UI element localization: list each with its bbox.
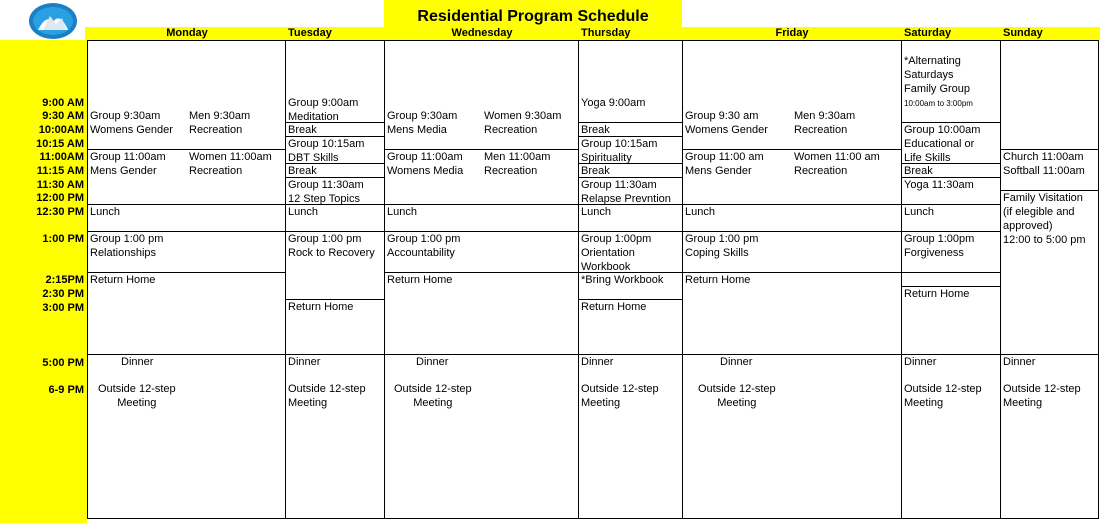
time-label: 6-9 PM bbox=[48, 384, 84, 396]
day-friday: Friday bbox=[775, 27, 809, 39]
tuesday-lunch: Lunch bbox=[288, 206, 318, 218]
grid-line bbox=[578, 40, 579, 519]
wednesday-men-recreation: Men 11:00am Recreation bbox=[484, 151, 551, 177]
thursday-lunch: Lunch bbox=[581, 206, 611, 218]
day-monday: Monday bbox=[166, 27, 208, 39]
grid-line bbox=[1000, 40, 1001, 519]
monday-group-relationships: Group 1:00 pm Relationships bbox=[90, 233, 164, 259]
logo bbox=[28, 2, 78, 40]
monday-women-recreation: Women 11:00am Recreation bbox=[189, 151, 272, 177]
time-label: 9:00 AM bbox=[42, 97, 84, 109]
saturday-group-forgiveness: Group 1:00pm Forgiveness bbox=[904, 233, 975, 259]
friday-women-recreation: Women 11:00 am Recreation bbox=[794, 151, 880, 177]
time-label: 12:00 PM bbox=[36, 192, 84, 204]
day-tuesday: Tuesday bbox=[288, 27, 332, 39]
saturday-break: Break bbox=[904, 165, 933, 177]
wednesday-women-recreation: Women 9:30am Recreation bbox=[484, 110, 562, 136]
saturday-lunch: Lunch bbox=[904, 206, 934, 218]
thursday-break: Break bbox=[581, 165, 610, 177]
grid-line bbox=[87, 354, 285, 355]
friday-lunch: Lunch bbox=[685, 206, 715, 218]
time-label: 2:15PM bbox=[45, 274, 84, 286]
grid-line bbox=[384, 354, 578, 355]
day-saturday: Saturday bbox=[904, 27, 952, 39]
thursday-break: Break bbox=[581, 124, 610, 136]
logo-icon bbox=[28, 2, 78, 40]
thursday-group-relapse-prevention: Group 11:30am Relapse Prevntion bbox=[581, 179, 671, 205]
thursday-return-home: Return Home bbox=[581, 301, 647, 313]
monday-group-mens-gender: Group 11:00am Mens Gender bbox=[90, 151, 166, 177]
grid-line bbox=[901, 272, 1000, 273]
day-wednesday: Wednesday bbox=[451, 27, 513, 39]
monday-outside-meeting: Outside 12-step Meeting bbox=[98, 383, 176, 409]
tuesday-group-12-step: Group 11:30am 12 Step Topics bbox=[288, 179, 364, 205]
time-label: 10:15 AM bbox=[36, 138, 84, 150]
monday-lunch: Lunch bbox=[90, 206, 120, 218]
tuesday-group-rock-to-recovery: Group 1:00 pm Rock to Recovery bbox=[288, 233, 375, 259]
wednesday-outside-meeting: Outside 12-step Meeting bbox=[394, 383, 472, 409]
time-label: 2:30 PM bbox=[42, 288, 84, 300]
grid-line bbox=[682, 354, 901, 355]
grid-line bbox=[901, 40, 902, 519]
monday-dinner: Dinner bbox=[121, 356, 154, 368]
wednesday-group-accountability: Group 1:00 pm Accountability bbox=[387, 233, 461, 259]
thursday-bring-workbook: *Bring Workbook bbox=[581, 274, 664, 286]
day-thursday: Thursday bbox=[581, 27, 631, 39]
tuesday-break: Break bbox=[288, 165, 317, 177]
friday-men-recreation: Men 9:30am Recreation bbox=[794, 110, 856, 136]
wednesday-return-home: Return Home bbox=[387, 274, 453, 286]
monday-group-womens-gender: Group 9:30am Womens Gender bbox=[90, 110, 173, 136]
thursday-dinner: Dinner bbox=[581, 356, 614, 368]
monday-men-recreation: Men 9:30am Recreation bbox=[189, 110, 251, 136]
friday-group-coping-skills: Group 1:00 pm Coping Skills bbox=[685, 233, 759, 259]
tuesday-return-home: Return Home bbox=[288, 301, 354, 313]
thursday-group-orientation: Group 1:00pm Orientation Workbook bbox=[581, 233, 652, 273]
saturday-return-home: Return Home bbox=[904, 288, 970, 300]
saturday-outside-meeting: Outside 12-step Meeting bbox=[904, 383, 982, 409]
thursday-outside-meeting: Outside 12-step Meeting bbox=[581, 383, 659, 409]
time-label: 3:00 PM bbox=[42, 302, 84, 314]
day-sunday: Sunday bbox=[1003, 27, 1043, 39]
sunday-family-visitation: Family Visitation (if elegible and approved) 12:00 to 5:00 pm bbox=[1003, 192, 1086, 246]
tuesday-outside-meeting: Outside 12-step Meeting bbox=[288, 383, 366, 409]
tuesday-group-meditation: Group 9:00am Meditation bbox=[288, 97, 359, 123]
wednesday-group-mens-media: Group 9:30am Mens Media bbox=[387, 110, 458, 136]
saturday-yoga: Yoga 11:30am bbox=[904, 179, 974, 191]
time-label: 11:00AM bbox=[39, 151, 84, 163]
monday-return-home: Return Home bbox=[90, 274, 156, 286]
time-label: 1:00 PM bbox=[42, 233, 84, 245]
tuesday-group-dbt-skills: Group 10:15am DBT Skills bbox=[288, 138, 365, 164]
grid-line bbox=[285, 40, 286, 519]
wednesday-group-womens-media: Group 11:00am Womens Media bbox=[387, 151, 464, 177]
saturday-dinner: Dinner bbox=[904, 356, 937, 368]
friday-group-mens-gender: Group 11:00 am Mens Gender bbox=[685, 151, 764, 177]
tuesday-dinner: Dinner bbox=[288, 356, 321, 368]
sunday-church-softball: Church 11:00am Softball 11:00am bbox=[1003, 151, 1085, 177]
thursday-group-spirituality: Group 10:15am Spirituality bbox=[581, 138, 658, 164]
grid-line bbox=[384, 40, 385, 519]
friday-return-home: Return Home bbox=[685, 274, 751, 286]
time-label: 11:15 AM bbox=[36, 165, 84, 177]
tuesday-break: Break bbox=[288, 124, 317, 136]
time-label: 12:30 PM bbox=[36, 206, 84, 218]
time-label: 9:30 AM bbox=[42, 110, 84, 122]
friday-group-womens-gender: Group 9:30 am Womens Gender bbox=[685, 110, 768, 136]
wednesday-lunch: Lunch bbox=[387, 206, 417, 218]
page-title: Residential Program Schedule bbox=[417, 8, 649, 25]
sunday-dinner: Dinner bbox=[1003, 356, 1036, 368]
saturday-alternating-family-group: *Alternating Saturdays Family Group 10:00am to 3:00pm bbox=[904, 55, 973, 108]
thursday-yoga: Yoga 9:00am bbox=[581, 97, 646, 109]
friday-outside-meeting: Outside 12-step Meeting bbox=[698, 383, 776, 409]
time-label: 11:30 AM bbox=[36, 179, 84, 191]
time-label: 5:00 PM bbox=[42, 357, 84, 369]
grid-line bbox=[682, 40, 683, 519]
friday-dinner: Dinner bbox=[720, 356, 753, 368]
saturday-group-life-skills: Group 10:00am Educational or Life Skills bbox=[904, 124, 981, 164]
sunday-outside-meeting: Outside 12-step Meeting bbox=[1003, 383, 1081, 409]
time-label: 10:00AM bbox=[38, 124, 84, 136]
wednesday-dinner: Dinner bbox=[416, 356, 449, 368]
